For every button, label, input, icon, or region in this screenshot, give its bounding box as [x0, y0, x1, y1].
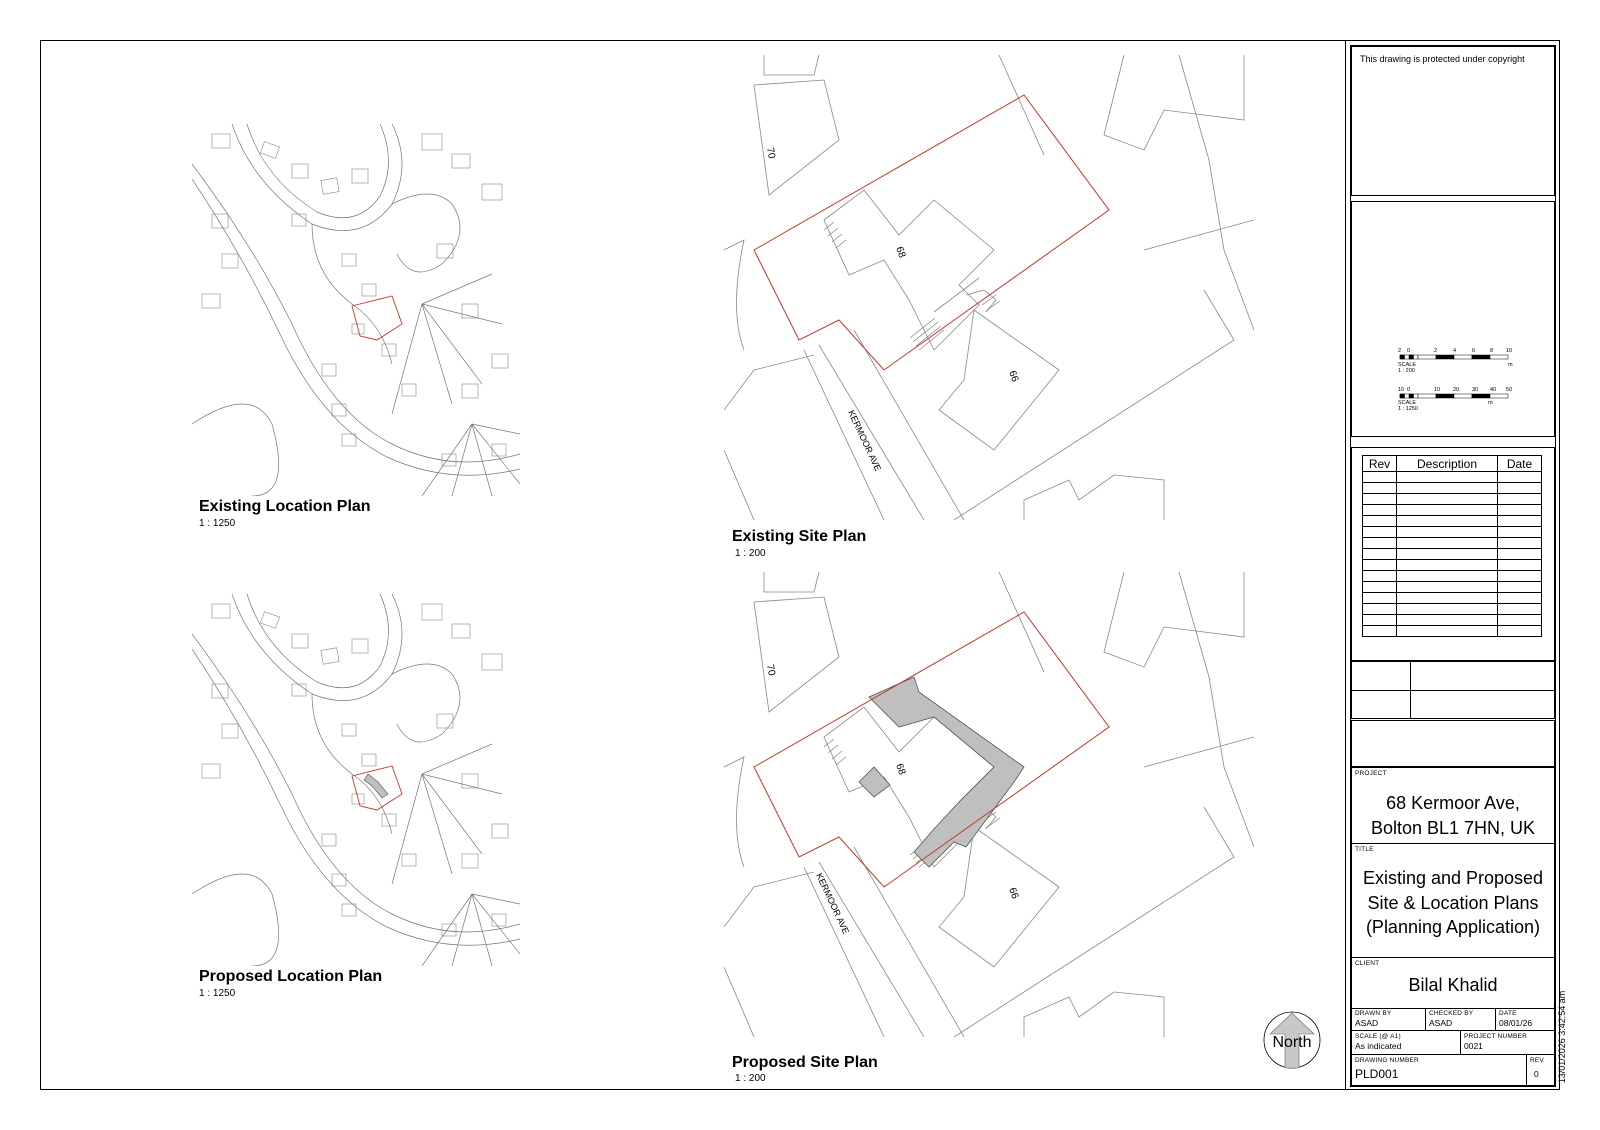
drawing-number-label: DRAWING NUMBER: [1355, 1057, 1419, 1064]
drawn-by-label: DRAWN BY: [1355, 1010, 1392, 1017]
table-row: [1363, 527, 1542, 538]
north-arrow-icon: [1262, 1010, 1322, 1070]
north-label: North: [1272, 1034, 1312, 1051]
house-70-label: 70: [764, 146, 777, 160]
date-column-header: Date: [1498, 456, 1542, 472]
project-label: PROJECT: [1355, 770, 1387, 777]
drawing-title-line3: (Planning Application): [1365, 917, 1541, 937]
table-row: [1363, 472, 1542, 483]
svg-text:10: 10: [1506, 348, 1513, 354]
copyright-box: [1351, 46, 1555, 196]
table-row: [1363, 615, 1542, 626]
proposed-site-map: [724, 567, 1254, 1037]
proposed-location-plan-title: Proposed Location Plan: [199, 968, 383, 985]
table-row: [1363, 494, 1542, 505]
table-row: [1363, 505, 1542, 516]
project-number-label: PROJECT NUMBER: [1464, 1033, 1527, 1040]
house-66-label: 66: [1006, 886, 1021, 901]
table-row: [1363, 549, 1542, 560]
table-row: [1363, 582, 1542, 593]
svg-text:40: 40: [1490, 387, 1497, 393]
svg-text:4: 4: [1453, 348, 1457, 354]
svg-text:m: m: [1488, 400, 1493, 406]
table-row: [1363, 538, 1542, 549]
drawn-by-value: ASAD: [1355, 1018, 1379, 1028]
table-row: [1363, 626, 1542, 637]
svg-text:8: 8: [1490, 348, 1494, 354]
rev-value: 0: [1534, 1069, 1539, 1079]
house-68-label: 68: [893, 762, 908, 777]
table-row: [1363, 593, 1542, 604]
svg-text:20: 20: [1453, 387, 1460, 393]
checked-by-label: CHECKED BY: [1429, 1010, 1474, 1017]
svg-text:1 : 1250: 1 : 1250: [1398, 406, 1418, 412]
date-label: DATE: [1499, 1010, 1517, 1017]
title-label: TITLE: [1355, 846, 1374, 853]
table-row: [1363, 483, 1542, 494]
existing-location-plan-title: Existing Location Plan: [199, 498, 371, 515]
project-address-line1: 68 Kermoor Ave,: [1386, 793, 1520, 813]
scale-value: As indicated: [1355, 1041, 1402, 1051]
rev-column-header: Rev: [1363, 456, 1397, 472]
rev-label: REV: [1530, 1057, 1544, 1064]
svg-text:0: 0: [1407, 387, 1411, 393]
existing-location-plan-scale: 1 : 1250: [199, 518, 236, 529]
checked-by-value: ASAD: [1429, 1018, 1453, 1028]
svg-text:10: 10: [1398, 387, 1405, 393]
svg-text:m: m: [1508, 362, 1513, 368]
description-column-header: Description: [1397, 456, 1498, 472]
existing-site-plan-scale: 1 : 200: [735, 548, 766, 559]
svg-text:30: 30: [1472, 387, 1479, 393]
house-70-label: 70: [764, 663, 777, 677]
proposed-location-plan-scale: 1 : 1250: [199, 988, 236, 999]
svg-text:2: 2: [1398, 348, 1402, 354]
stamp-box: [1351, 720, 1555, 767]
svg-text:0: 0: [1407, 348, 1411, 354]
copyright-note: This drawing is protected under copyright: [1360, 54, 1525, 64]
svg-text:2: 2: [1434, 348, 1438, 354]
drawing-number-value: PLD001: [1355, 1067, 1399, 1081]
house-66-label: 66: [1006, 369, 1021, 384]
svg-text:10: 10: [1434, 387, 1441, 393]
date-value: 08/01/26: [1499, 1018, 1533, 1028]
proposed-site-plan-title: Proposed Site Plan: [732, 1054, 878, 1071]
table-row: [1363, 571, 1542, 582]
scale-bars: [1398, 346, 1518, 416]
house-68-label: 68: [893, 245, 908, 260]
svg-text:6: 6: [1472, 348, 1476, 354]
street-label: KERMOOR AVE: [814, 871, 852, 936]
proposed-location-map: [192, 594, 520, 966]
grid-divider: [1351, 690, 1555, 691]
svg-text:1 : 200: 1 : 200: [1398, 368, 1415, 374]
revision-table: [1362, 455, 1542, 637]
drawing-title-line1: Existing and Proposed: [1362, 868, 1544, 888]
existing-site-plan-title: Existing Site Plan: [732, 528, 867, 545]
scale-label: SCALE (@ A1): [1355, 1033, 1401, 1040]
table-row: [1363, 516, 1542, 527]
svg-text:50: 50: [1506, 387, 1513, 393]
proposed-site-plan-scale: 1 : 200: [735, 1073, 766, 1084]
table-row: [1363, 604, 1542, 615]
drawing-title-line2: Site & Location Plans: [1367, 893, 1539, 913]
existing-location-map: [192, 124, 520, 496]
title-block-divider: [1345, 40, 1346, 1090]
existing-site-map: [724, 50, 1254, 520]
print-timestamp: 13/01/2026 3:42:54 am: [1557, 990, 1567, 1084]
client-name: Bilal Khalid: [1408, 975, 1498, 995]
street-label: KERMOOR AVE: [846, 408, 884, 473]
client-label: CLIENT: [1355, 960, 1380, 967]
svg-text:SCALE: SCALE: [1398, 400, 1417, 406]
svg-text:SCALE: SCALE: [1398, 362, 1417, 368]
project-address-line2: Bolton BL1 7HN, UK: [1370, 818, 1536, 838]
table-row: [1363, 560, 1542, 571]
project-number-value: 0021: [1464, 1041, 1483, 1051]
